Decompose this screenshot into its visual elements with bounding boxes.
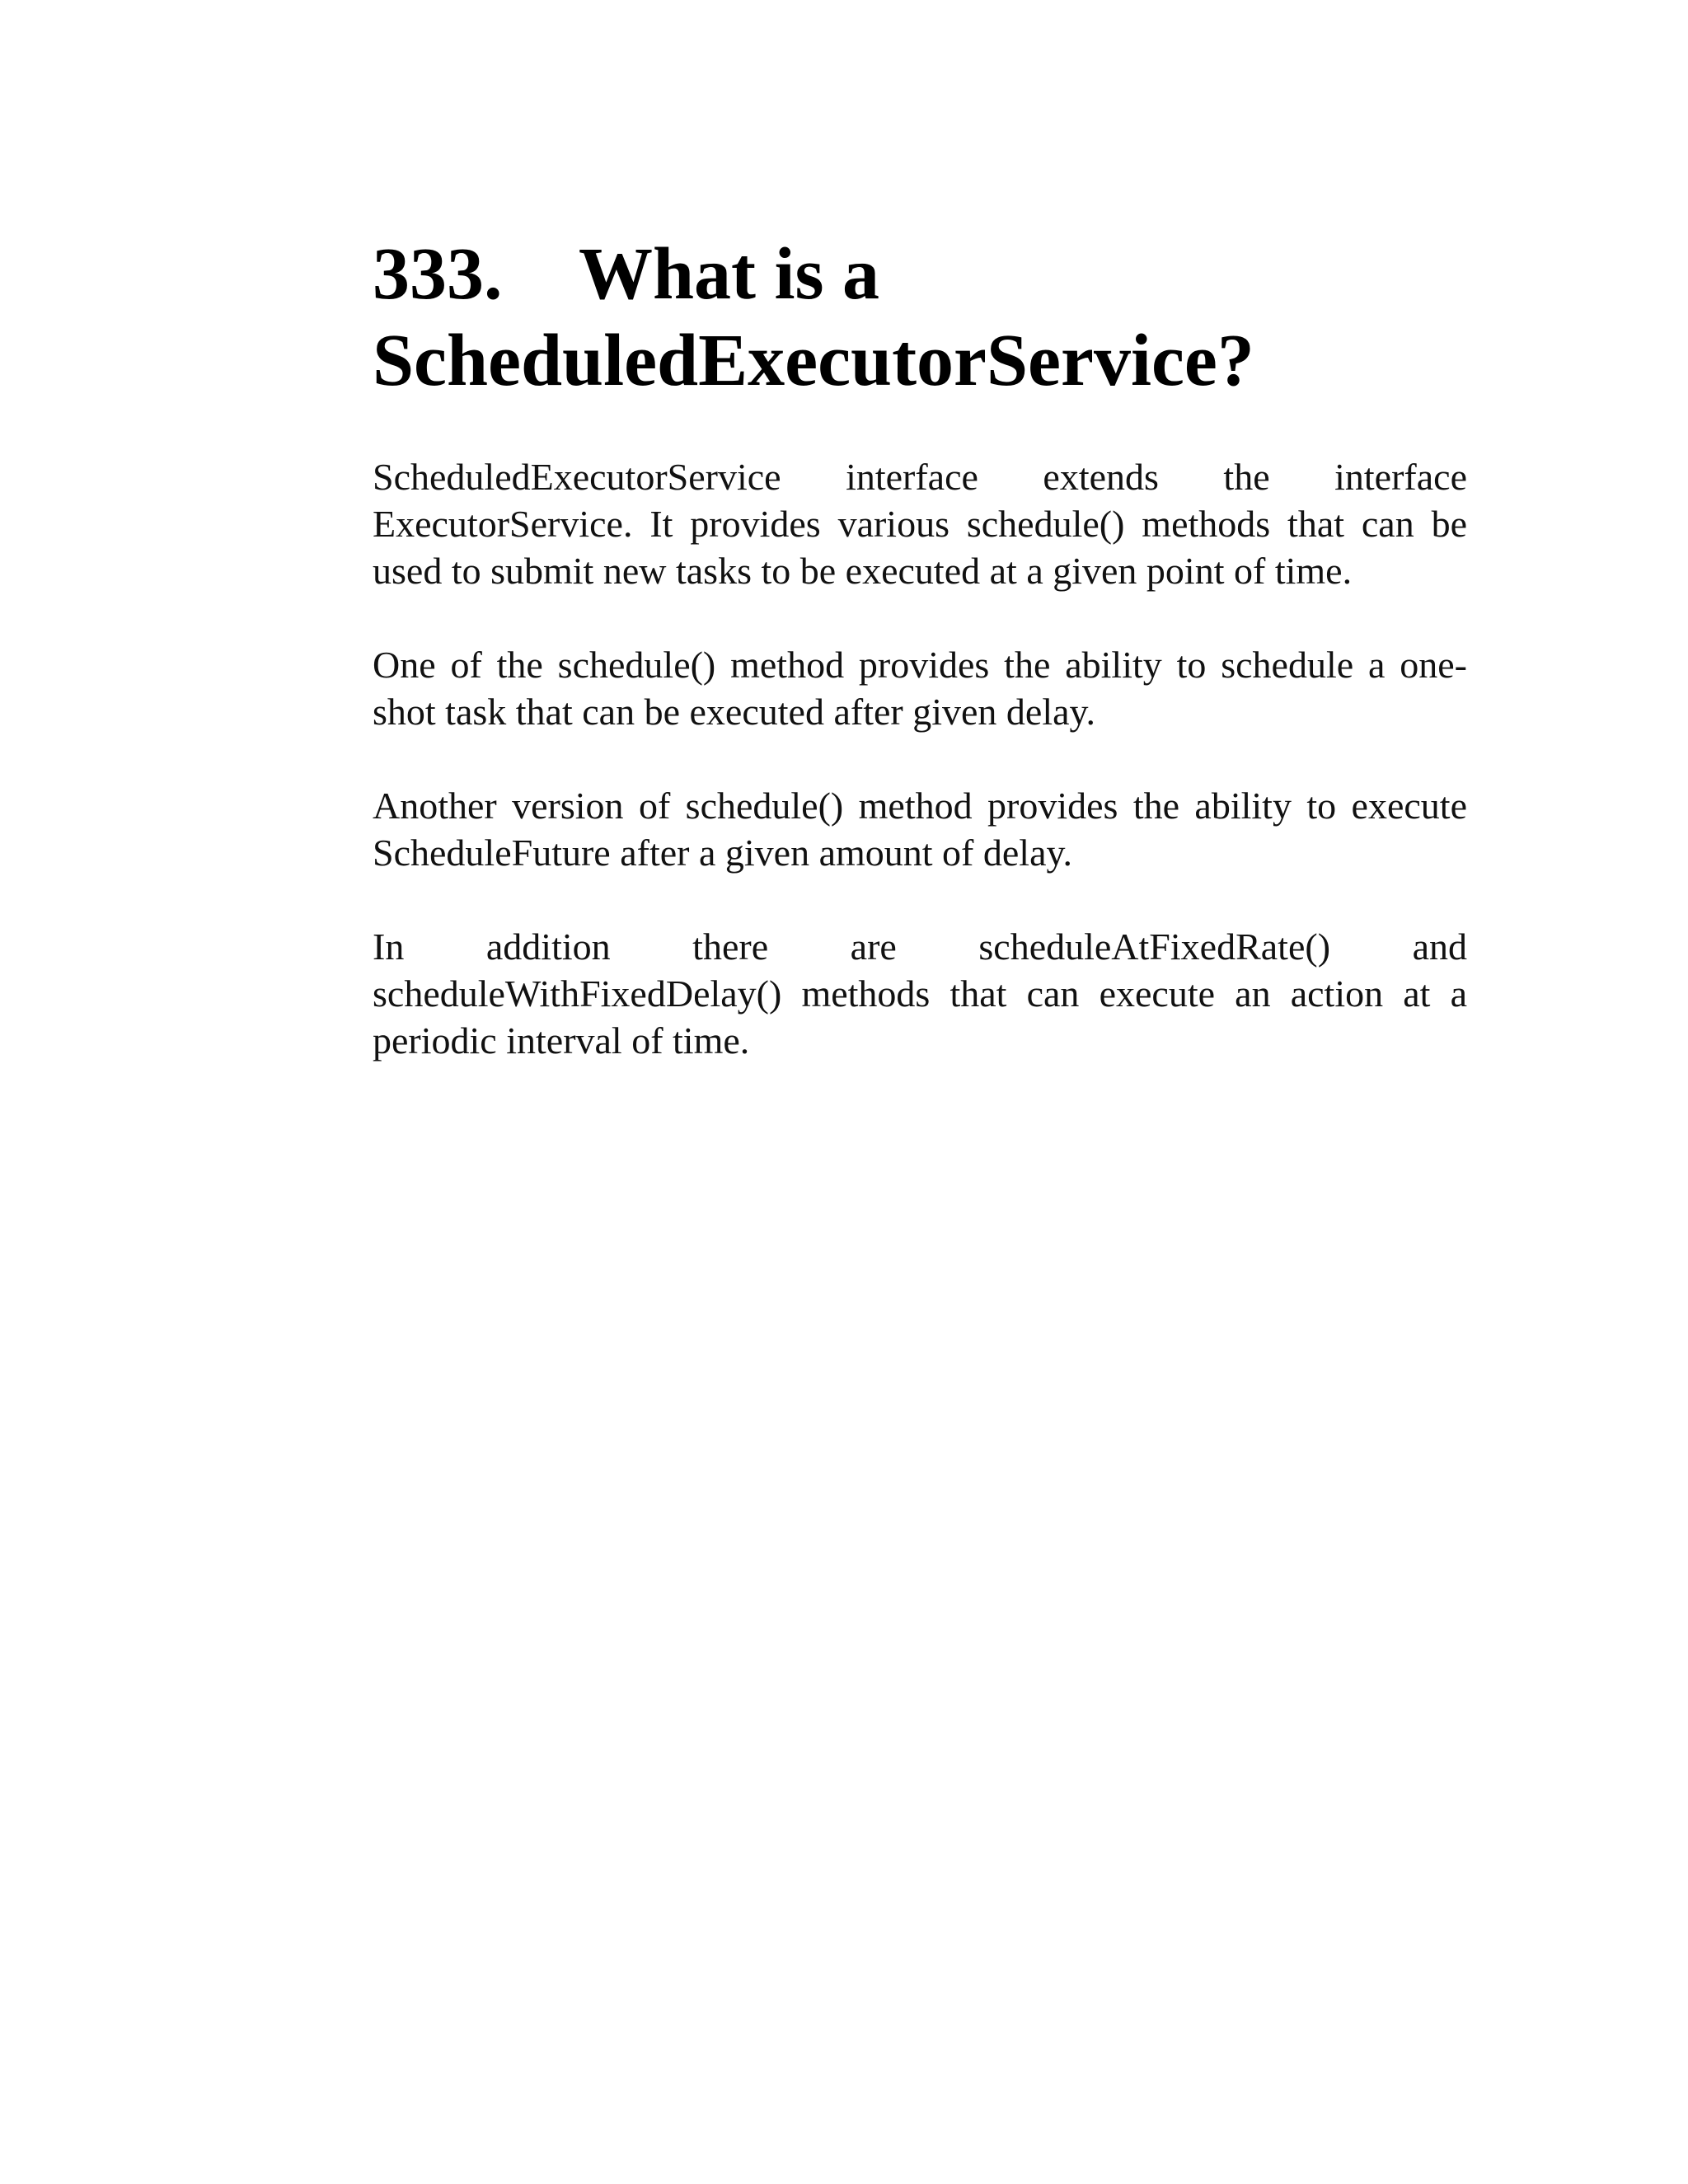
paragraph-one-shot-schedule: One of the schedule() method provides the ability to schedule a one-shot task that can be executed after given delay. [373, 644, 1467, 733]
page-content [373, 231, 1467, 1064]
question-number: 333. [373, 233, 503, 315]
paragraph-fixed-rate-delay: In addition there are scheduleAtFixedRate() and scheduleWithFixedDelay() methods that can execute an action at a periodic interval of time. [373, 926, 1467, 1062]
heading-title-line-2: ScheduledExecutorService? [373, 320, 1254, 401]
paragraph-interface-definition: ScheduledExecutorService interface extends the interface ExecutorService. It provides various schedule() methods that can be used to submit new tasks to be executed at a given point of time. [373, 456, 1467, 592]
paragraph-schedule-future: Another version of schedule() method provides the ability to execute ScheduleFuture after a given amount of delay. [373, 785, 1467, 874]
heading-title-line-1: What is a [579, 233, 880, 315]
question-heading [373, 231, 1467, 404]
